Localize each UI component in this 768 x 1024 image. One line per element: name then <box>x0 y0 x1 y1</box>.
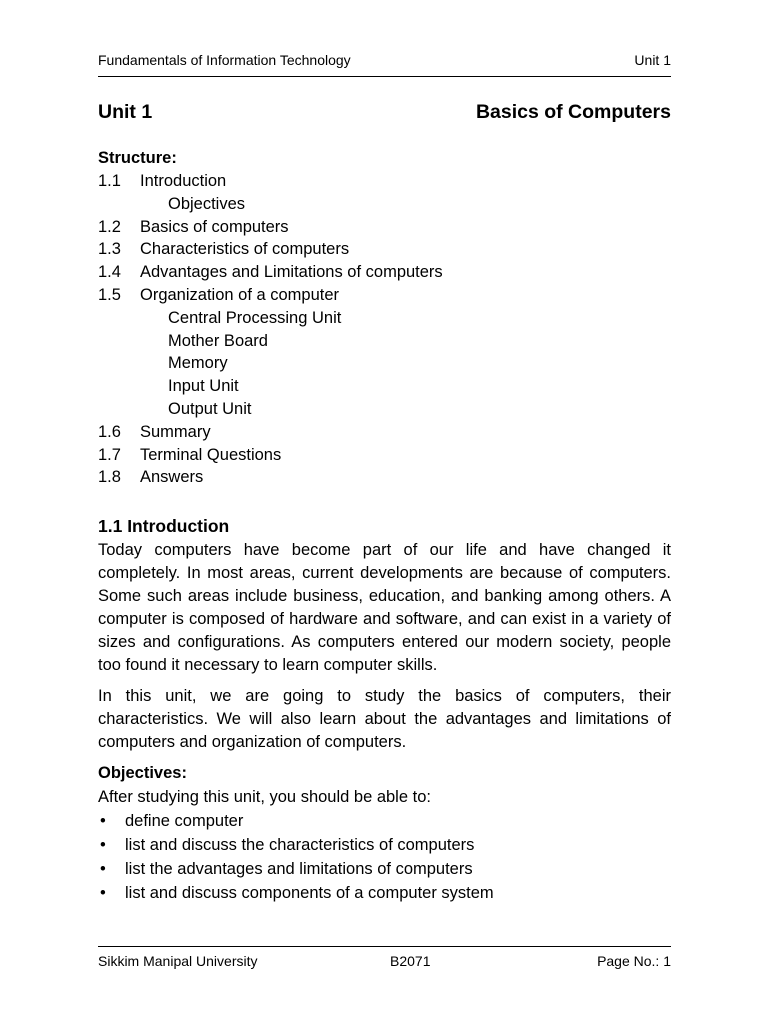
toc-item-number: 1.1 <box>98 172 121 190</box>
toc-item-number: 1.8 <box>98 468 121 487</box>
bullet-icon: • <box>100 860 106 878</box>
toc-item-number: 1.3 <box>98 240 121 259</box>
objective-text: list the advantages and limitations of computers <box>125 860 473 878</box>
toc-item <box>98 466 671 489</box>
toc-item-label: Advantages and Limitations of computers <box>140 263 443 282</box>
toc-subitem-label: Output Unit <box>168 399 252 418</box>
objective-text: list and discuss the characteristics of computers <box>125 836 475 854</box>
structure-toc <box>98 147 671 489</box>
toc-subitem-label: Input Unit <box>168 377 239 396</box>
toc-subitem <box>98 398 671 421</box>
toc-item <box>98 170 671 193</box>
header-unit-label: Unit 1 <box>634 52 671 68</box>
bullet-icon: • <box>100 836 106 854</box>
toc-item-label: Characteristics of computers <box>140 240 350 259</box>
footer-page-number: Page No.: 1 <box>597 953 671 969</box>
objective-text: define computer <box>125 812 244 830</box>
objective-text: list and discuss components of a computer system <box>125 884 494 902</box>
header-book-title: Fundamentals of Information Technology <box>98 52 351 68</box>
toc-item-label: Introduction <box>140 172 227 190</box>
objective-item <box>98 833 671 857</box>
unit-title-row <box>98 101 671 129</box>
objective-item <box>98 881 671 905</box>
toc-item-label: Organization of a computer <box>140 285 340 304</box>
structure-heading: Structure: <box>98 149 177 167</box>
document-page <box>98 0 671 1024</box>
toc-item <box>98 444 671 467</box>
toc-subitem <box>98 352 671 375</box>
section-heading-introduction: 1.1 Introduction <box>98 516 230 536</box>
unit-number: Unit 1 <box>98 101 153 123</box>
header-divider <box>98 76 671 77</box>
bullet-icon: • <box>100 884 106 902</box>
intro-paragraph-2: In this unit, we are going to study the basics of computers, their characteristics. We will also learn about the advantages and limitations of computers and organization of computers. <box>98 687 671 751</box>
toc-item-number: 1.2 <box>98 217 121 236</box>
toc-item-number: 1.4 <box>98 263 121 282</box>
toc-item-label: Terminal Questions <box>140 445 282 464</box>
footer-divider <box>98 946 671 947</box>
toc-item <box>98 261 671 284</box>
toc-subitem <box>98 193 671 216</box>
toc-subitem-label: Mother Board <box>168 331 268 350</box>
toc-item-label: Basics of computers <box>140 217 289 236</box>
toc-item-number: 1.7 <box>98 445 121 464</box>
footer-course-code: B2071 <box>390 953 431 969</box>
toc-item <box>98 284 671 307</box>
toc-item-label: Answers <box>140 468 204 487</box>
toc-item <box>98 216 671 239</box>
toc-item-label: Summary <box>140 422 211 441</box>
toc-subitem <box>98 375 671 398</box>
toc-subitem-label: Objectives <box>168 194 246 213</box>
toc-item <box>98 421 671 444</box>
running-footer <box>98 953 671 973</box>
intro-paragraph-1: Today computers have become part of our life and have changed it completely. In most areas, current developments are because of computers. Some such areas include business, education, and banking among others. A computer is composed of hardware and software, and can exist in a variety of sizes and configurations. As computers entered our modern society, people too found it necessary to learn computer skills. <box>98 541 671 674</box>
objectives-list <box>98 809 671 905</box>
toc-item-number: 1.5 <box>98 285 121 304</box>
objectives-heading: Objectives: <box>98 764 187 782</box>
footer-university: Sikkim Manipal University <box>98 953 258 969</box>
objective-item <box>98 857 671 881</box>
unit-title: Basics of Computers <box>475 101 671 123</box>
toc-subitem <box>98 330 671 353</box>
objective-item <box>98 809 671 833</box>
objectives-intro: After studying this unit, you should be able to: <box>98 788 431 806</box>
toc-item <box>98 238 671 261</box>
toc-subitem <box>98 307 671 330</box>
toc-subitem-label: Central Processing Unit <box>168 308 342 327</box>
toc-subitem-label: Memory <box>168 354 228 373</box>
running-header <box>98 52 671 72</box>
bullet-icon: • <box>100 812 106 830</box>
toc-item-number: 1.6 <box>98 422 121 441</box>
